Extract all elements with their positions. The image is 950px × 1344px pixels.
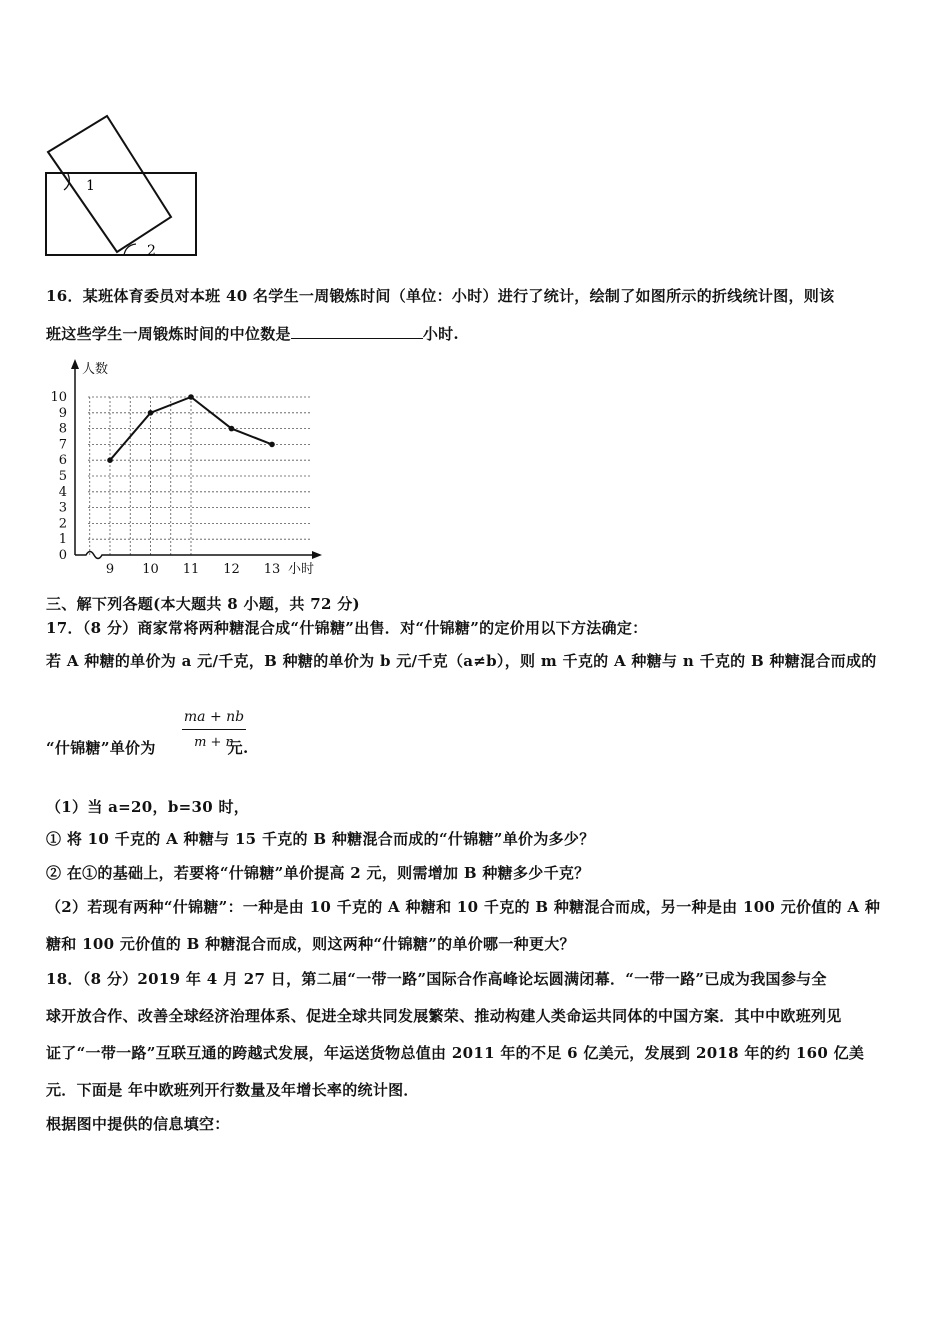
fraction-denominator: m + n <box>194 735 234 750</box>
q15-geometry-figure <box>40 108 210 263</box>
section-3-heading: 三、解下列各题(本大题共 8 小题，共 72 分) <box>46 595 360 613</box>
y-tick-label: 9 <box>58 405 67 421</box>
y-tick-label: 5 <box>58 469 67 484</box>
data-point <box>148 410 154 416</box>
q17-line-1: 17．（8 分）商家常将两种糖混合成“什锦糖”出售．对“什锦糖”的定价用以下方法确定： <box>46 619 648 637</box>
q18-line-2: 球开放合作、改善全球经济治理体系、促进全球共同发展繁荣、推动构建人类命运共同体的中国方案．其中中欧班列见 <box>46 1007 842 1025</box>
fraction-numerator: ma + nb <box>182 709 246 730</box>
q17-part-1: （1）当 a=20，b=30 时， <box>46 798 250 816</box>
y-tick-label: 2 <box>58 516 67 532</box>
x-tick-label: 12 <box>223 562 240 577</box>
q16-line-2-text: 班这些学生一周锻炼时间的中位数是 <box>46 325 291 343</box>
x-axis-arrow <box>312 551 322 559</box>
angle-1-label: 1 <box>86 178 95 194</box>
y-tick-label: 8 <box>58 421 67 437</box>
q17-line-2: 若 A 种糖的单价为 a 元/千克，B 种糖的单价为 b 元/千克（a≠b），则 m 千克的 A 种糖与 n 千克的 B 种糖混合而成的 <box>46 652 877 670</box>
y-axis-label: 人数 <box>82 362 109 377</box>
chart-grid <box>88 397 312 555</box>
data-point <box>269 442 275 448</box>
angle-2-label: 2 <box>147 243 156 259</box>
x-tick-label: 10 <box>142 562 159 577</box>
q17-line-3-text: “什锦糖”单价为 <box>46 739 156 757</box>
q16-line-2-unit: 小时. <box>422 325 459 343</box>
x-tick-label: 11 <box>182 562 200 577</box>
x-axis <box>75 552 315 559</box>
q17-part-2-line-1: （2）若现有两种“什锦糖”：一种是由 10 千克的 A 种糖和 10 千克的 B 种糖混合而成，另一种是由 100 元价值的 A 种 <box>46 898 881 916</box>
data-point <box>188 394 194 400</box>
q17-part-1-1: ① 将 10 千克的 A 种糖与 15 千克的 B 种糖混合而成的“什锦糖”单价为多少？ <box>46 830 595 848</box>
q18-line-3: 证了“一带一路”互联互通的跨越式发展，年运送货物总值由 2011 年的不足 6 亿美元，发展到 2018 年的约 160 亿美 <box>46 1044 865 1062</box>
y-tick-label: 3 <box>58 500 67 516</box>
y-tick-label: 6 <box>58 453 67 469</box>
y-axis-arrow <box>71 359 79 369</box>
y-tick-label: 4 <box>58 484 67 500</box>
q16-line-2 <box>46 323 459 344</box>
y-tick-label: 10 <box>50 390 67 405</box>
x-tick-label: 13 <box>263 562 281 577</box>
rotated-rectangle <box>48 116 171 252</box>
answer-blank[interactable] <box>291 324 423 339</box>
data-point <box>107 457 113 463</box>
origin-label: 0 <box>58 548 67 563</box>
price-fraction <box>182 709 246 750</box>
q17-part-1-2: ② 在①的基础上，若要将“什锦糖”单价提高 2 元，则需增加 B 种糖多少千克？ <box>46 864 590 882</box>
q17-line-3-unit: 元. <box>227 739 249 757</box>
data-point <box>229 426 235 432</box>
x-axis-label: 小时 <box>288 562 315 577</box>
q18-line-4: 元．下面是 年中欧班列开行数量及年增长率的统计图． <box>46 1081 419 1099</box>
q18-line-5: 根据图中提供的信息填空： <box>46 1115 230 1133</box>
exercise-time-line-chart <box>40 355 340 580</box>
y-tick-label: 1 <box>58 532 67 548</box>
q18-line-1: 18．（8 分）2019 年 4 月 27 日，第二届“一带一路”国际合作高峰论坛圆满闭幕．“一带一路”已成为我国参与全 <box>46 970 827 988</box>
x-tick-label: 9 <box>105 562 115 577</box>
q16-line-1: 16．某班体育委员对本班 40 名学生一周锻炼时间（单位：小时）进行了统计，绘制了如图所示的折线统计图，则该 <box>46 287 835 305</box>
q17-part-2-line-2: 糖和 100 元价值的 B 种糖混合而成，则这两种“什锦糖”的单价哪一种更大？ <box>46 935 575 953</box>
y-tick-label: 7 <box>58 437 67 453</box>
